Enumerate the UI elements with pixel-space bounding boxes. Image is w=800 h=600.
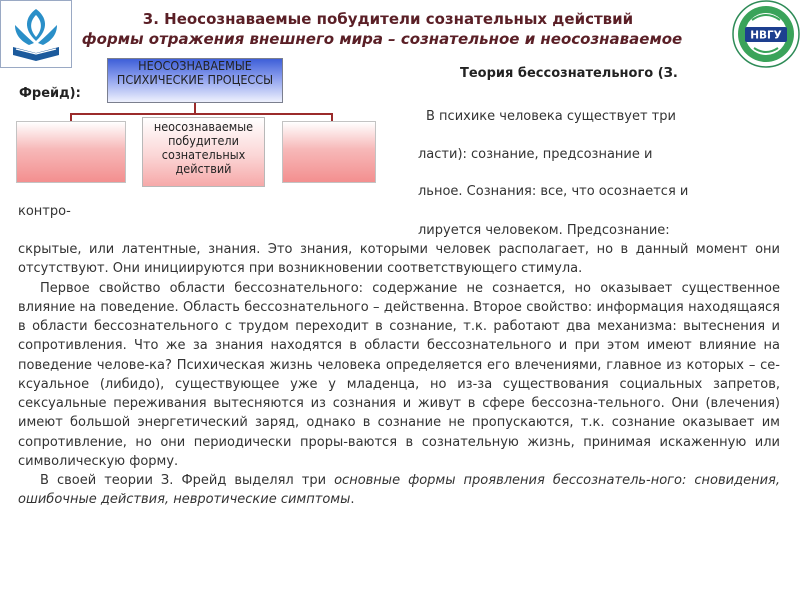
slide-title: 3. Неосознаваемые побудители сознательных действий	[142, 10, 634, 28]
diagram-box-left	[16, 121, 126, 183]
side-text-line-4: лируется человеком. Предсознание:	[418, 223, 670, 238]
paragraph-forms-italic: основные формы проявления бессознатель-ного: сновидения, ошибочные действия, невротические симптомы	[18, 473, 780, 508]
freud-label: Фрейд):	[19, 86, 81, 101]
paragraph-properties: Первое свойство области бессознательного: содержание не сознается, но оказывает существенное влияние на поведение. Область бессознательного – действенна. Второе свойство: информация находящаяся в области бессознательного с трудом переходит в сознание, т.к. работают два механизма: вытеснения и сопротивления. Что же за знания находятся в области бессознательного и при этом имеют влияние на поведение челове-ка? Психическая жизнь человека определяется его влечениями, главное из которых – се-ксуальное (либидо), существующее уже у младенца, но из-за существования социальных запретов, сексуальные переживания вытесняются из сознания и живут в сфере бессозна-тельного. Они (влечения) имеют большой энергетический заряд, однако в сознание не пропускаются, т.к. сознание оказывает им сопротивление, но они периодически проры-ваются в сознательную жизнь, принимая искаженную или символическую форму.	[18, 280, 780, 469]
paragraph-forms-end: .	[350, 492, 355, 508]
connector-horizontal	[70, 113, 332, 115]
body-text	[18, 240, 780, 510]
diagram-box-right	[282, 121, 376, 183]
side-text-line-1: В психике человека существует три	[426, 109, 676, 124]
slide-subtitle: формы отражения внешнего мира – сознательное и неосознаваемое	[81, 30, 683, 48]
paragraph-forms-start: В своей теории З. Фрейд выделял три	[40, 473, 335, 488]
unconscious-processes-box: НЕОСОЗНАВАЕМЫЕ ПСИХИЧЕСКИЕ ПРОЦЕССЫ	[107, 58, 283, 103]
control-word: контро-	[18, 204, 71, 219]
unconscious-motives-box: неосознаваемые побудители сознательных действий	[142, 117, 265, 187]
nvgu-logo-text: НВГУ	[750, 29, 782, 42]
theory-heading: Теория бессознательного (З.	[460, 66, 678, 81]
paragraph-latent-knowledge: скрытые, или латентные, знания. Это знания, которыми человек располагает, но в данный момент они отсутствуют. Они инициируются при возникновении соответствующего стимула.	[18, 242, 780, 277]
side-text-line-3: льное. Сознания: все, что осознается и	[418, 184, 689, 199]
paragraph-forms	[18, 471, 780, 510]
side-text-line-2: ласти): сознание, предсознание и	[418, 147, 653, 162]
